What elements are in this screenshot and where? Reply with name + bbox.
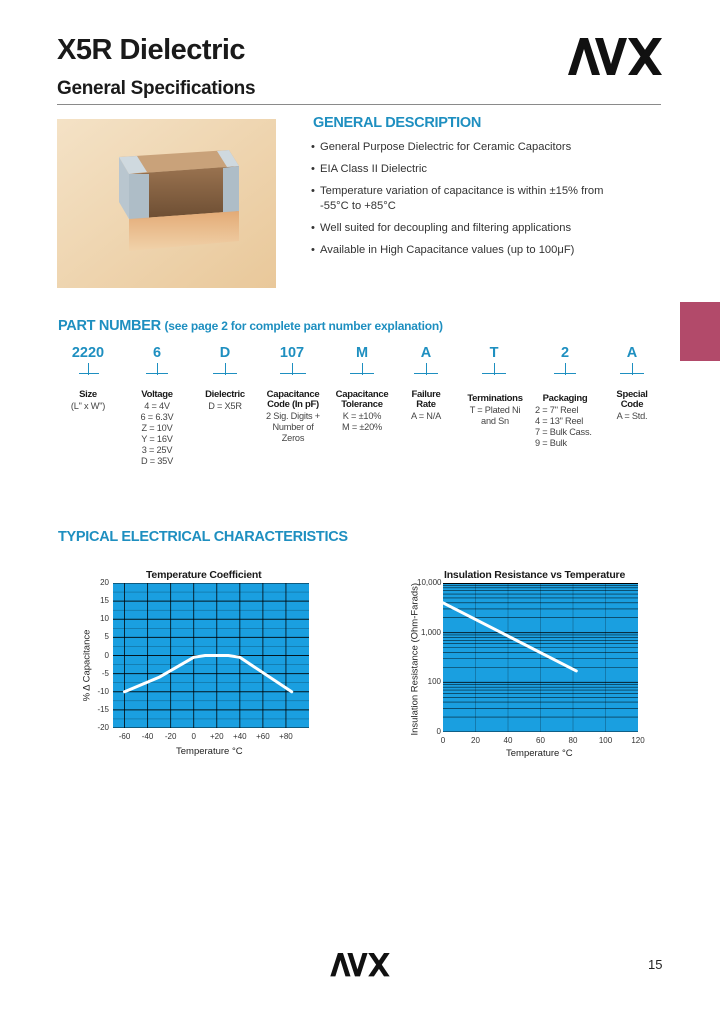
field-label-tolerance: Capacitance Tolerance xyxy=(335,389,389,410)
list-item: • Available in High Capacitance values (up to 100μF) xyxy=(311,244,575,256)
chart2-title: Insulation Resistance vs Temperature xyxy=(444,569,626,581)
code-underline xyxy=(350,373,374,374)
field-label-failure-rate: Failure Rate xyxy=(411,389,441,410)
insulation-resistance-chart xyxy=(443,583,638,732)
chart2-xlabel: Temperature °C xyxy=(506,748,573,759)
chart1-x-tick: 0 xyxy=(191,732,196,741)
chart2-x-tick: 60 xyxy=(536,736,545,745)
temperature-coefficient-chart xyxy=(113,583,309,728)
field-values-special-code: A = Std. xyxy=(616,411,648,421)
list-item: • Temperature variation of capacitance is within ±15% from -55°C to +85°C xyxy=(311,185,604,212)
code-underline xyxy=(620,373,644,374)
part-code-size: 2220 xyxy=(70,345,106,375)
chart1-x-tick: +40 xyxy=(233,732,247,741)
chart1-y-tick: -15 xyxy=(97,704,109,714)
list-item: • EIA Class II Dielectric xyxy=(311,163,427,175)
code-underline xyxy=(554,373,576,374)
chart1-x-tick: -40 xyxy=(141,732,154,741)
code-underline xyxy=(414,373,438,374)
part-code-voltage: 6 xyxy=(146,345,168,375)
field-values-voltage: 4 = 4V 6 = 6.3V Z = 10V Y = 16V 3 = 25V D = 35V xyxy=(140,401,174,466)
chart1-y-tick: -20 xyxy=(97,723,109,732)
chart1-y-tick: 0 xyxy=(104,650,109,660)
list-item: • General Purpose Dielectric for Ceramic Capacitors xyxy=(311,141,572,153)
chart2-x-tick: 40 xyxy=(503,736,513,745)
chart2-y-tick: 100 xyxy=(427,677,441,687)
part-code-tolerance: M xyxy=(350,345,374,375)
chart1-y-tick: 5 xyxy=(104,632,109,642)
avx-footer-logo xyxy=(329,953,391,977)
part-code-failure-rate: A xyxy=(414,345,438,375)
chart1-x-tick: +60 xyxy=(256,732,270,741)
chart1-title: Temperature Coefficient xyxy=(146,569,262,581)
field-label-capacitance-code: Capacitance Code (In pF) xyxy=(266,389,320,410)
code-underline xyxy=(146,373,168,374)
field-label-terminations: Terminations xyxy=(467,393,523,404)
general-description-heading: GENERAL DESCRIPTION xyxy=(313,115,482,131)
header-divider xyxy=(57,104,661,105)
chart2-x-tick: 120 xyxy=(631,736,645,745)
part-number-heading: PART NUMBER (see page 2 for complete part number explanation) xyxy=(58,318,443,334)
field-label-dielectric: Dielectric xyxy=(205,389,245,400)
field-values-tolerance: K = ±10% M = ±20% xyxy=(342,411,382,432)
field-values-size: (L" x W") xyxy=(70,401,106,411)
chart2-x-tick: 0 xyxy=(440,736,446,745)
field-label-size: Size xyxy=(79,389,97,400)
part-code-packaging: 2 xyxy=(554,345,576,375)
page-title: X5R Dielectric xyxy=(57,34,246,66)
field-values-packaging: 2 = 7" Reel 4 = 13" Reel 7 = Bulk Cass. 9 = Bulk xyxy=(535,405,592,448)
chart1-ylabel: % Δ Capacitance xyxy=(81,629,93,702)
code-underline xyxy=(79,373,99,374)
chart1-x-tick: +20 xyxy=(209,732,224,741)
field-values-failure-rate: A = N/A xyxy=(410,411,441,421)
chart1-y-tick: -5 xyxy=(101,668,109,678)
chart2-y-tick: 0 xyxy=(436,727,441,736)
chart2-y-tick: 10,000 xyxy=(417,578,442,587)
part-code-capacitance: 107 xyxy=(276,345,308,375)
chart1-y-tick: 20 xyxy=(100,578,109,587)
part-code-special: A xyxy=(620,345,644,375)
avx-logo xyxy=(568,38,662,76)
capacitor-photo xyxy=(57,119,276,288)
page-subtitle: General Specifications xyxy=(57,78,256,99)
chart1-x-tick: -20 xyxy=(164,732,177,741)
chart2-ylabel: Insulation Resistance (Ohm-Farads) xyxy=(409,582,421,736)
part-code-terminations: T xyxy=(482,345,506,375)
section-tab-marker xyxy=(680,302,720,361)
general-description-list xyxy=(311,140,611,265)
part-code-dielectric: D xyxy=(213,345,237,375)
chart2-x-tick: 100 xyxy=(598,736,613,745)
field-values-dielectric: D = X5R xyxy=(208,401,242,411)
field-values-capacitance-code: 2 Sig. Digits + Number of Zeros xyxy=(266,411,320,443)
chart1-y-tick: 15 xyxy=(100,596,109,606)
code-underline xyxy=(280,373,306,374)
code-underline xyxy=(482,373,506,374)
field-label-packaging: Packaging xyxy=(542,393,588,404)
chart2-y-tick: 1,000 xyxy=(420,627,441,637)
field-values-terminations: T = Plated Ni and Sn xyxy=(469,405,521,426)
chart2-x-tick: 80 xyxy=(568,736,578,745)
chart1-x-tick: -60 xyxy=(118,732,131,741)
chart1-x-tick: +80 xyxy=(279,732,293,741)
chart1-xlabel: Temperature °C xyxy=(176,746,243,757)
chart1-y-tick: -10 xyxy=(97,686,109,696)
chart1-y-tick: 10 xyxy=(100,614,109,624)
code-underline xyxy=(213,373,237,374)
field-label-voltage: Voltage xyxy=(141,389,173,400)
list-item: • Well suited for decoupling and filtering applications xyxy=(311,222,572,234)
typical-characteristics-heading: TYPICAL ELECTRICAL CHARACTERISTICS xyxy=(58,529,348,545)
chart2-x-tick: 20 xyxy=(471,736,480,745)
field-label-special-code: Special Code xyxy=(616,389,648,410)
page-number: 15 xyxy=(648,957,663,972)
